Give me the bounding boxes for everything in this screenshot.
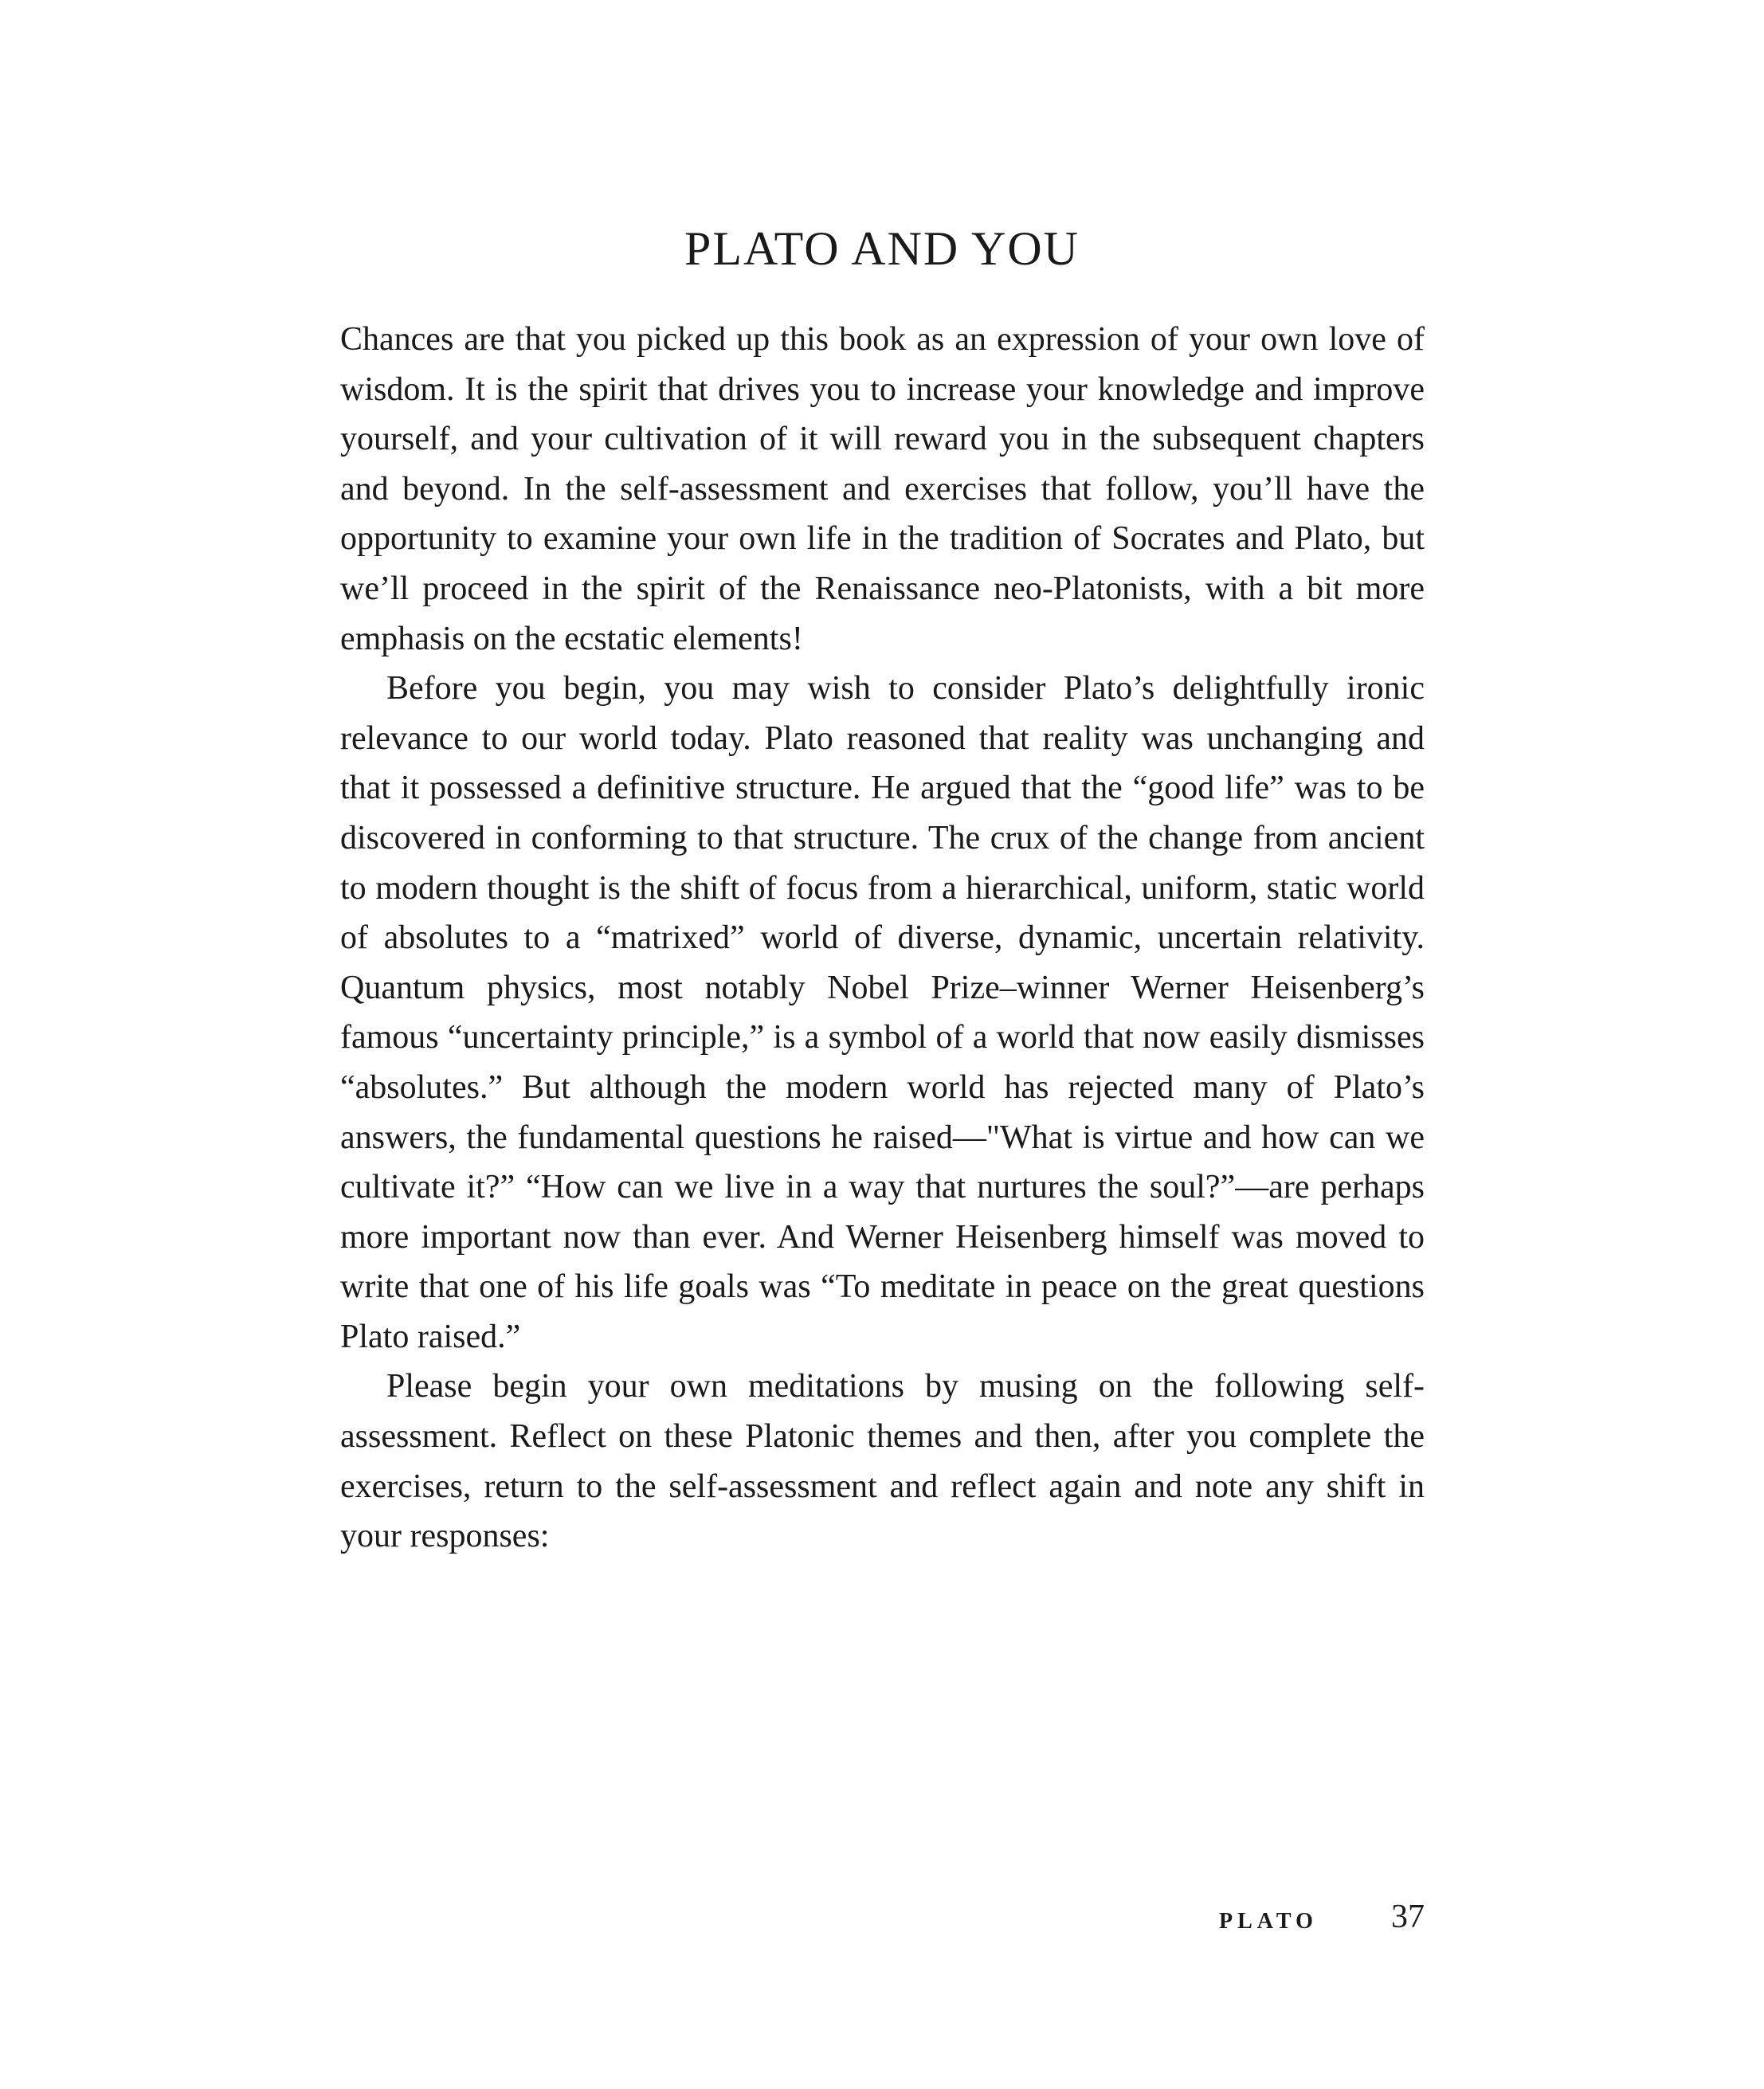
paragraph-intro: Chances are that you picked up this book as an expression of your own love of wisdom. It is the spirit that drives you to increase your knowledge and improve yourself, and your cultivation of it will reward you in the subsequent chapters and beyond. In the self-assessment and exercises that follow, you’ll have the opportunity to examine your own life in the tradition of Socrates and Plato, but we’ll proceed in the spirit of the Renaissance neo-Platonists, with a bit more emphasis on the ecstatic elements! xyxy=(340,321,1425,657)
paragraph-relevance: Before you begin, you may wish to consider Plato’s delightfully ironic relevance to our world today. Plato reasoned that reality was unchanging and that it possessed a definitive structure. He argued that the “good life” was to be discovered in conforming to that structure. The crux of the change from ancient to modern thought is the shift of focus from a hierarchical, uniform, static world of absolutes to a “matrixed” world of diverse, dynamic, uncertain relativity. Quantum physics, most notably Nobel Prize–winner Werner Heisenberg’s famous “uncertainty principle,” is a symbol of a world that now easily dismisses “absolutes.” But although the modern world has rejected many of Plato’s answers, the fundamental questions he raised—"What is virtue and how can we cultivate it?” “How can we live in a way that nurtures the soul?”—are perhaps more important now than ever. And Werner Heisenberg himself was moved to write that one of his life goals was “To meditate in peace on the great questions Plato raised.” xyxy=(340,670,1425,1355)
paragraph-self-assessment: Please begin your own meditations by musing on the following self-assessment. Reflect on these Platonic themes and then, after you complete the exercises, return to the self-assessment and reflect again and note any shift in your responses: xyxy=(340,1368,1425,1555)
page-number: 37 xyxy=(1391,1899,1425,1935)
body-text xyxy=(340,315,1425,1562)
chapter-title: PLATO AND YOU xyxy=(684,222,1080,275)
running-head: PLATO xyxy=(1219,1909,1318,1934)
page-footer xyxy=(1219,1898,1425,1946)
